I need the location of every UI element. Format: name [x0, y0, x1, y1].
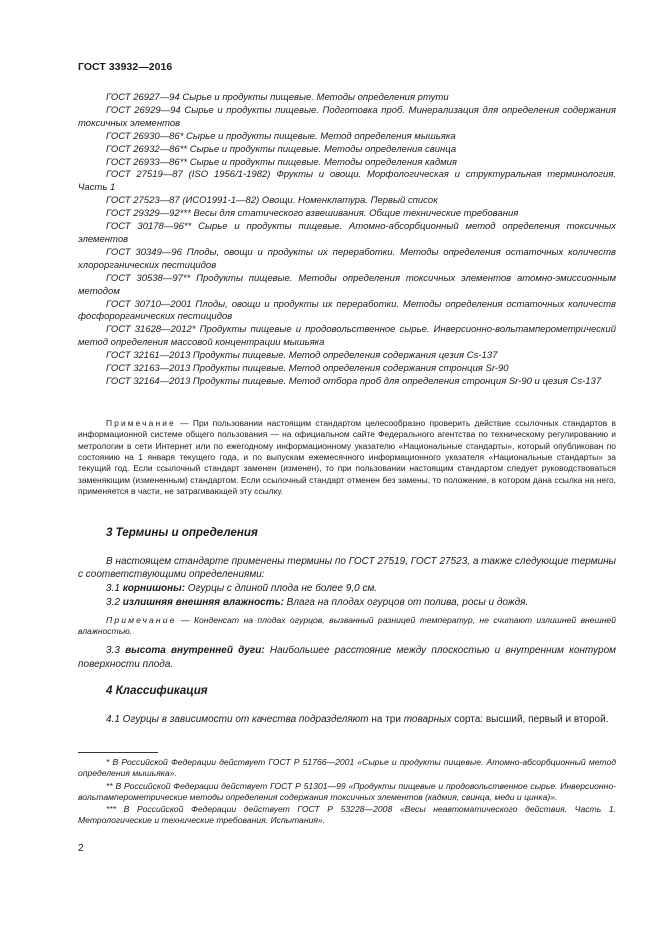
- term-name: излишняя внешняя влажность:: [122, 596, 284, 608]
- footnote: * В Российской Федерации действует ГОСТ Р 51766—2001 «Сырье и продукты пищевые. Атомно-абсорбционный метод определения мышьяка».: [78, 757, 616, 779]
- note-label: Примечание: [106, 418, 176, 428]
- reference-item: ГОСТ 31628—2012* Продукты пищевые и продовольственное сырье. Инверсионно-вольтамперометрический метод определения массовой концентрации мышьяка: [78, 324, 616, 349]
- term-definition: [78, 644, 616, 671]
- section-heading: 4 Классификация: [106, 684, 208, 697]
- reference-item: ГОСТ 30178—96** Сырье и продукты пищевые. Атомно-абсорбционный метод определения токсичных элементов: [78, 221, 616, 245]
- term-text: Влага на плодах огурцов от полива, росы и дождя.: [283, 596, 529, 608]
- footnote-divider: [78, 752, 158, 753]
- term-note: [78, 615, 616, 639]
- reference-item: ГОСТ 26927—94 Сырье и продукты пищевые. Методы определения ртути: [106, 92, 449, 103]
- footnote: ** В Российской Федерации действует ГОСТ Р 51301—99 «Продукты пищевые и продовольственное сырье. Инверсионно-вольтамперометрические методы определения содержания токсичных элементов (кадмия, свинца, меди и цинка)».: [78, 780, 616, 802]
- paragraph-emphasis: товарных: [400, 713, 452, 725]
- section-heading: 3 Термины и определения: [106, 526, 258, 539]
- term-number: 3.1: [106, 583, 120, 595]
- section-intro: В настоящем стандарте применены термины по ГОСТ 27519, ГОСТ 27523, а также следующие термины с соответствующими определениями:: [78, 555, 616, 581]
- paragraph-number: 4.1: [106, 713, 120, 725]
- reference-item: ГОСТ 30538—97** Продукты пищевые. Методы определения токсичных элементов атомно-эмиссионным методом: [78, 272, 616, 297]
- section-paragraph: [78, 713, 616, 727]
- reference-item: ГОСТ 26930—86* Сырье и продукты пищевые. Метод определения мышьяка: [106, 130, 456, 142]
- reference-item: ГОСТ 29329—92*** Весы для статического взвешивания. Общие технические требования: [106, 208, 519, 220]
- paragraph-text: на три: [368, 713, 401, 725]
- term-text: Наибольшее расстояние между плоскостью и внутренним контуром поверхности плода.: [78, 645, 616, 670]
- reference-item: ГОСТ 26932—86** Сырье и продукты пищевые. Методы определения свинца: [106, 143, 457, 155]
- term-number: 3.3: [106, 645, 120, 657]
- reference-item: ГОСТ 32164—2013 Продукты пищевые. Метод отбора проб для определения стронция Sr-90 и цезия Cs-137: [106, 375, 602, 387]
- note-text: — Конденсат на плодах огурцов, вызванный разницей температур, не считают излишней внешней влажностью.: [78, 614, 616, 637]
- reference-item: ГОСТ 26933—86** Сырье и продукты пищевые. Методы определения кадмия: [106, 156, 457, 168]
- term-number: 3.2: [106, 596, 120, 608]
- footnote: *** В Российской Федерации действует ГОСТ Р 53228—2008 «Весы неавтоматического действия. Часть 1. Метрологические и технические требования. Испытания».: [78, 804, 616, 826]
- references-note: [78, 418, 616, 497]
- reference-item: ГОСТ 26929—94 Сырье и продукты пищевые. Подготовка проб. Минерализация для определения содержания токсичных элементов: [78, 104, 616, 129]
- paragraph-emphasis: Огурцы в зависимости от качества подразделяют: [119, 713, 369, 725]
- section-terms: [78, 526, 616, 672]
- normative-references-list: [78, 92, 616, 389]
- term-name: высота внутренней дуги:: [125, 645, 265, 657]
- footnotes: [78, 757, 616, 828]
- page-number: 2: [78, 843, 84, 854]
- reference-item: ГОСТ 30710—2001 Плоды, овощи и продукты их переработки. Методы определения остаточных количеств фосфорорганических пестицидов: [78, 298, 616, 323]
- reference-item: ГОСТ 30349—96 Плоды, овощи и продукты их переработки. Методы определения остаточных количеств хлорорганических пестицидов: [78, 246, 616, 271]
- reference-item: ГОСТ 32161—2013 Продукты пищевые. Метод определения содержания цезия Cs-137: [106, 350, 498, 362]
- reference-item: ГОСТ 32163—2013 Продукты пищевые. Метод определения содержания стронция Sr-90: [106, 363, 509, 375]
- note-label: Примечание: [106, 614, 177, 625]
- paragraph-text: сорта: высший, первый и второй.: [451, 713, 609, 725]
- term-text: Огурцы с длиной плода не более 9,0 см.: [185, 583, 378, 595]
- reference-item: ГОСТ 27519—87 (ISO 1956/1-1982) Фрукты и овощи. Морфологическая и структуральная терминология. Часть 1: [78, 169, 616, 194]
- term-definition: [78, 596, 616, 610]
- note-text: — При пользовании настоящим стандартом целесообразно проверить действие ссылочных стандартов в информационной системе общего пользования — на официальном сайте Федерального агентства по техническому регулированию и метрологии в сети Интернет или по ежегодному информационному указателю «Национальные стандарты», который опубликован по состоянию на 1 января текущего года, и по выпускам ежемесячного информационного указателя «Национальные стандарты» за текущий год. Если ссылочный стандарт заменен (изменен), то при пользовании настоящим стандартом следует руководствоваться заменяющим (измененным) стандартом. Если ссылочный стандарт отменен без замены, то положение, в котором дана ссылка на него, применяется в части, не затрагивающей эту ссылку.: [78, 418, 616, 497]
- document-header: ГОСТ 33932—2016: [78, 62, 173, 73]
- reference-item: ГОСТ 27523—87 (ИСО1991-1—82) Овощи. Номенклатура. Первый список: [106, 195, 438, 207]
- term-name: корнишоны:: [122, 583, 186, 595]
- term-definition: [78, 582, 616, 596]
- section-classification: [78, 684, 616, 726]
